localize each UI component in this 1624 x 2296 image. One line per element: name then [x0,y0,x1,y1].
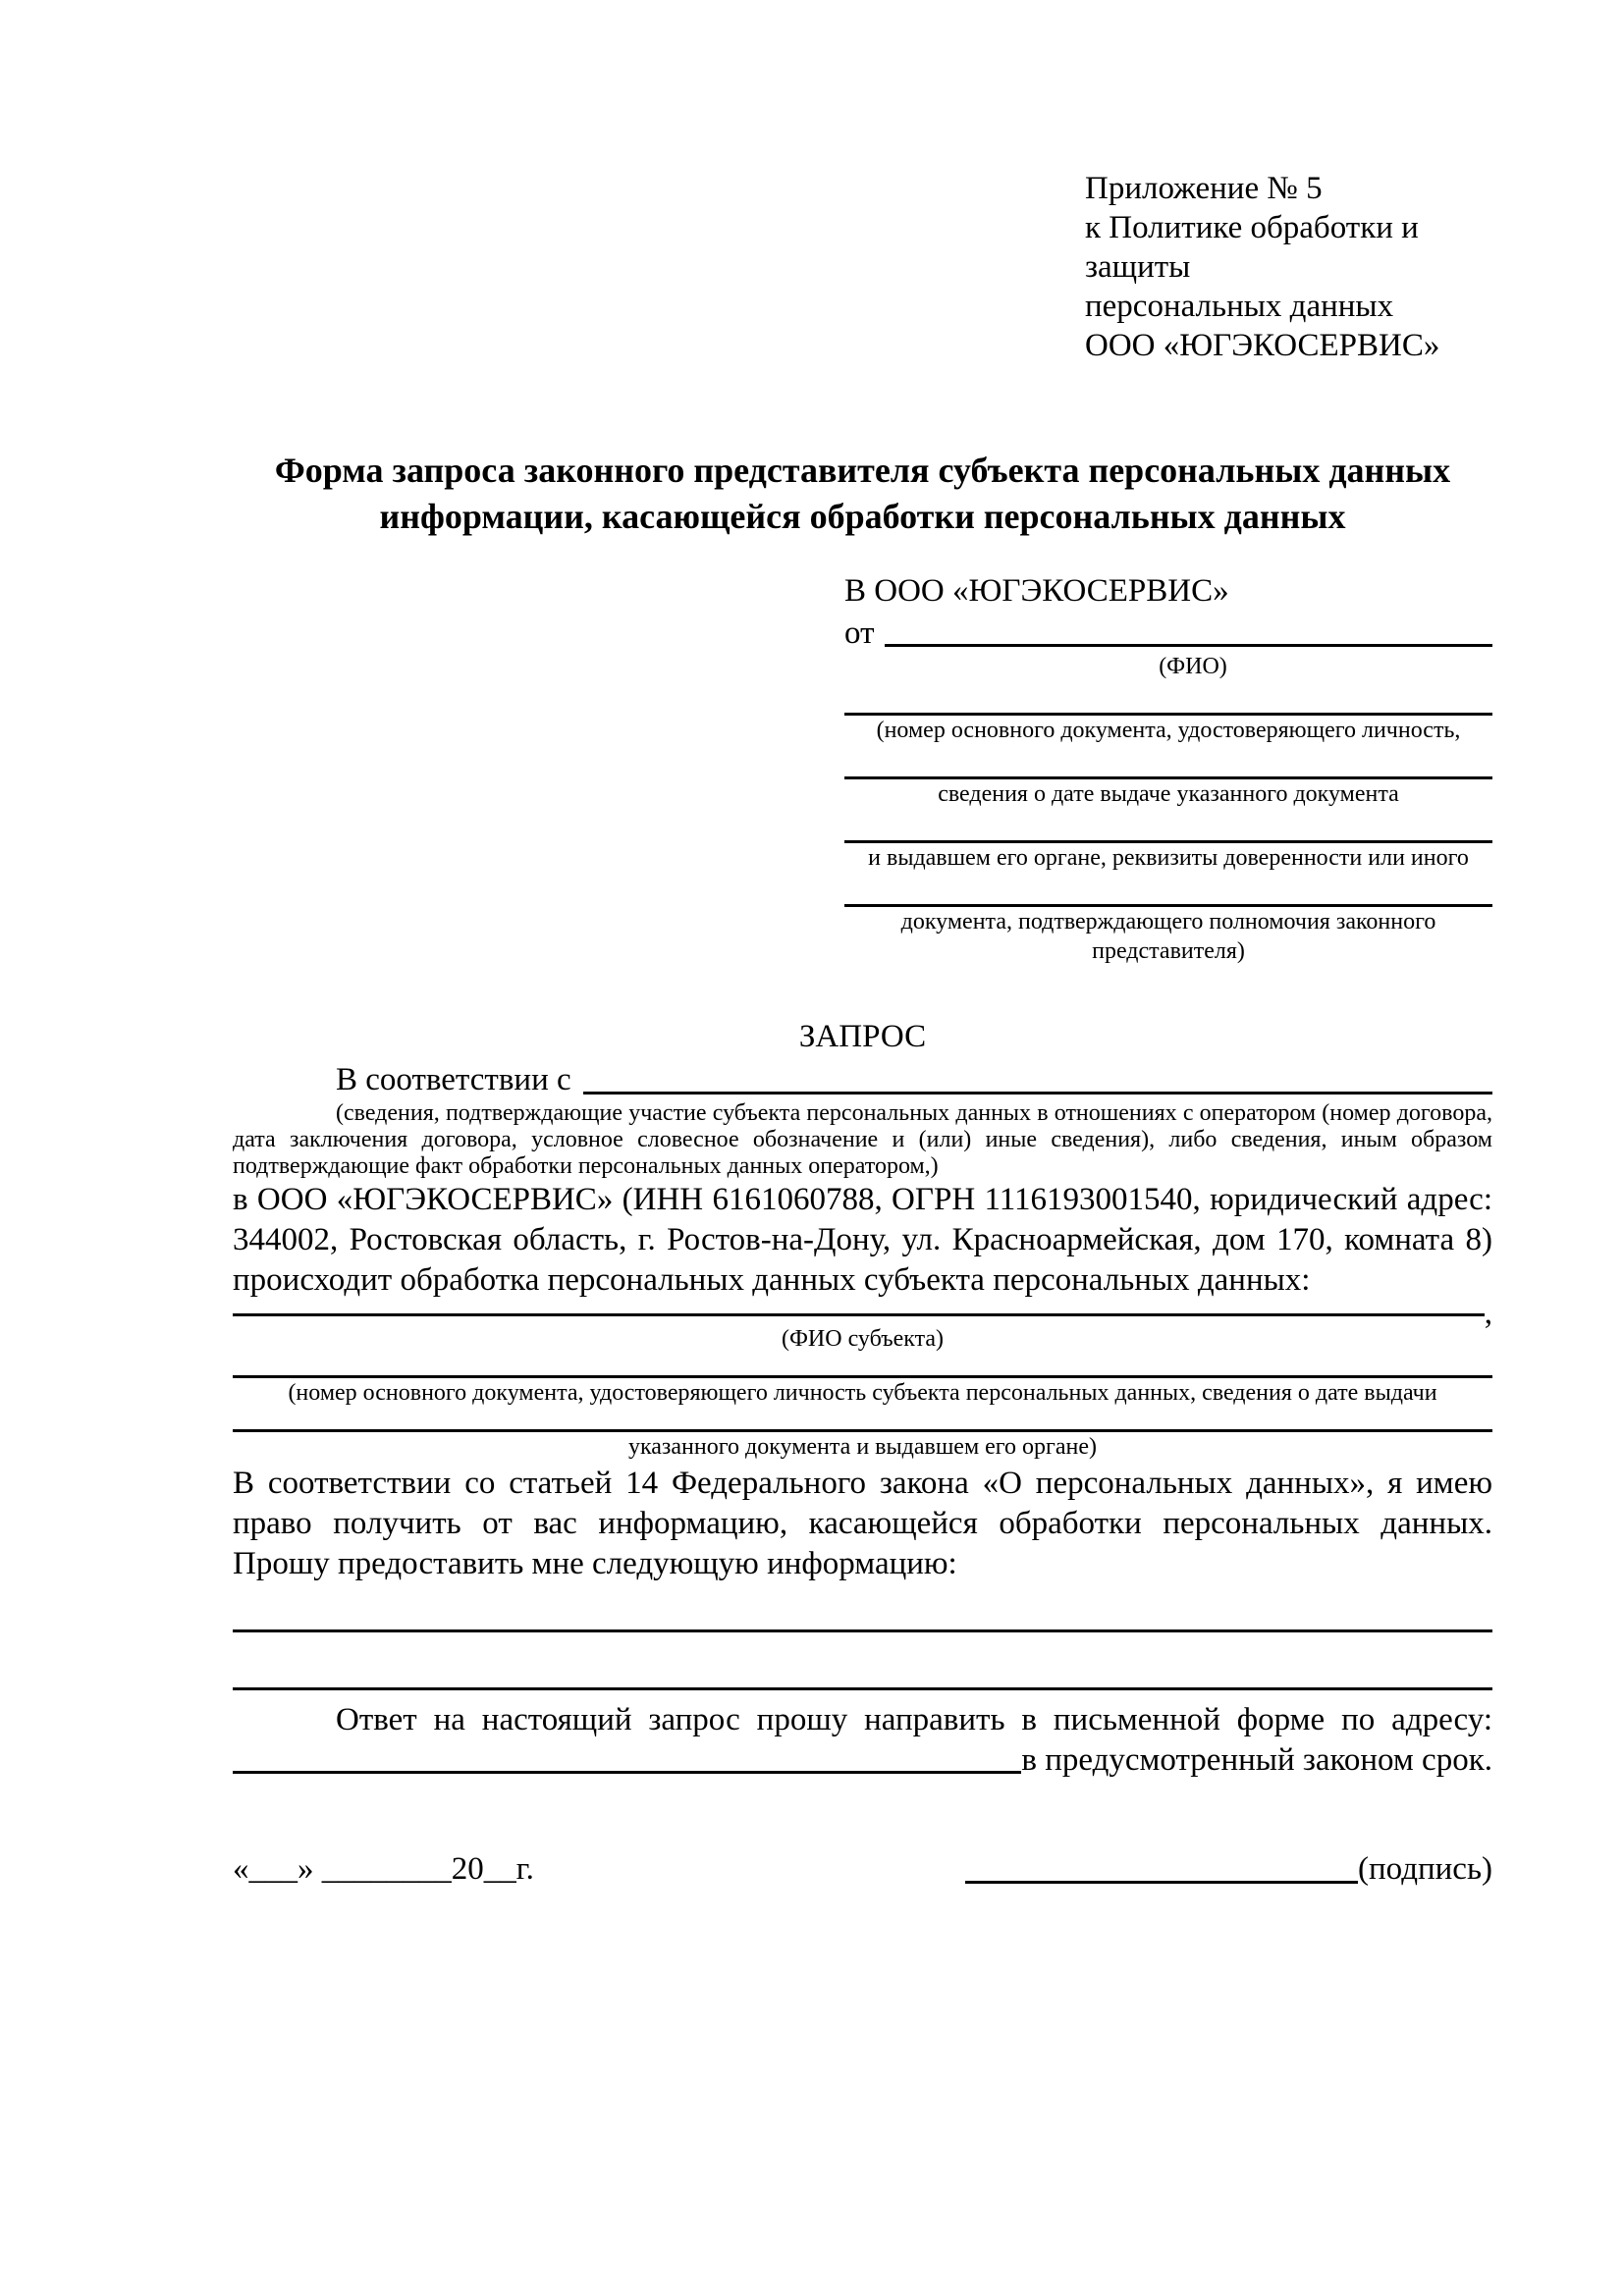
appendix-header-line: к Политике обработки и защиты [1085,210,1419,285]
doc-caption-3: и выдавшем его органе, реквизиты доверенности или иного [868,845,1469,871]
doc-underline-4 [844,873,1492,907]
doc-caption-1: (номер основного документа, удостоверяющего личность, [876,718,1461,743]
term-text: в предусмотренный законом срок. [1021,1742,1492,1778]
subject-doc-caption-2: указанного документа и выдавшем его органе) [627,1434,1098,1460]
appendix-header-line: ООО «ЮГЭКОСЕРВИС» [1085,328,1440,363]
document-content [233,0,1492,1890]
doc-underline-1 [844,681,1492,716]
signature-underline [965,1881,1358,1884]
info-blank-line-1 [233,1629,1492,1632]
appendix-header-line: персональных данных [1085,289,1394,324]
address-row [233,1740,1492,1780]
from-underline [885,644,1493,647]
accordance-underline [583,1092,1492,1095]
from-label: от [844,615,875,651]
subject-fio-caption: (ФИО субъекта) [781,1326,945,1352]
appendix-header [1085,169,1492,365]
address-underline [233,1771,1021,1774]
fio-caption: (ФИО) [1159,654,1227,679]
date-signature-row [233,1848,1492,1890]
form-title [233,448,1492,540]
from-row [844,611,1492,652]
accordance-label: В соответствии с [336,1062,571,1097]
trailing-comma: , [1484,1296,1492,1331]
operator-paragraph: в ООО «ЮГЭКОСЕРВИС» (ИНН 6161060788, ОГРН 1116193001540, юридический адрес: 344002, Ростовская область, г. Ростов-на-Дону, ул. Красноармейская, дом 170, комната 8) происходит обработка персональных данных субъекта персональных данных: [233,1182,1492,1298]
addressee-to: В ООО «ЮГЭКОСЕРВИС» [844,573,1229,609]
form-title-line: Форма запроса законного представителя субъекта персональных данных [274,451,1451,490]
law-paragraph: В соответствии со статьей 14 Федерального закона «О персональных данных», я имею право получить от вас информацию, касающейся обработки персональных данных. Прошу предоставить мне следующую информацию: [233,1466,1492,1581]
signature-group [965,1849,1492,1890]
doc-underline-3 [844,809,1492,843]
fine-print-note: (сведения, подтверждающие участие субъекта персональных данных в отношениях с оператором (номер договора, дата заключения договора, условное словесное обозначение и (или) иные сведения), либо сведения, иным образом подтверждающие факт обработки персональных данных оператором,) [233,1100,1492,1179]
form-title-line: информации, касающейся обработки персональных данных [379,497,1346,536]
accordance-row [233,1059,1492,1100]
appendix-header-line: Приложение № 5 [1085,171,1323,206]
answer-intro-paragraph: Ответ на настоящий запрос прошу направить в письменной форме по адресу: [336,1702,1492,1737]
subject-doc-caption-1: (номер основного документа, удостоверяющего личность субъекта персональных данных, сведения о дате выдачи [288,1380,1437,1406]
doc-caption-2: сведения о дате выдаче указанного документа [938,781,1399,807]
addressee-block [844,571,1492,966]
info-blank-line-2 [233,1687,1492,1690]
subject-fio-underline [233,1313,1485,1316]
date-line: «___» ________20__г. [233,1851,534,1887]
signature-caption: (подпись) [1358,1851,1492,1887]
doc-underline-2 [844,745,1492,779]
doc-caption-4: документа, подтверждающего полномочия законного представителя) [900,909,1436,964]
request-heading: ЗАПРОС [798,1019,927,1054]
subject-fio-underline-row [233,1296,1492,1331]
